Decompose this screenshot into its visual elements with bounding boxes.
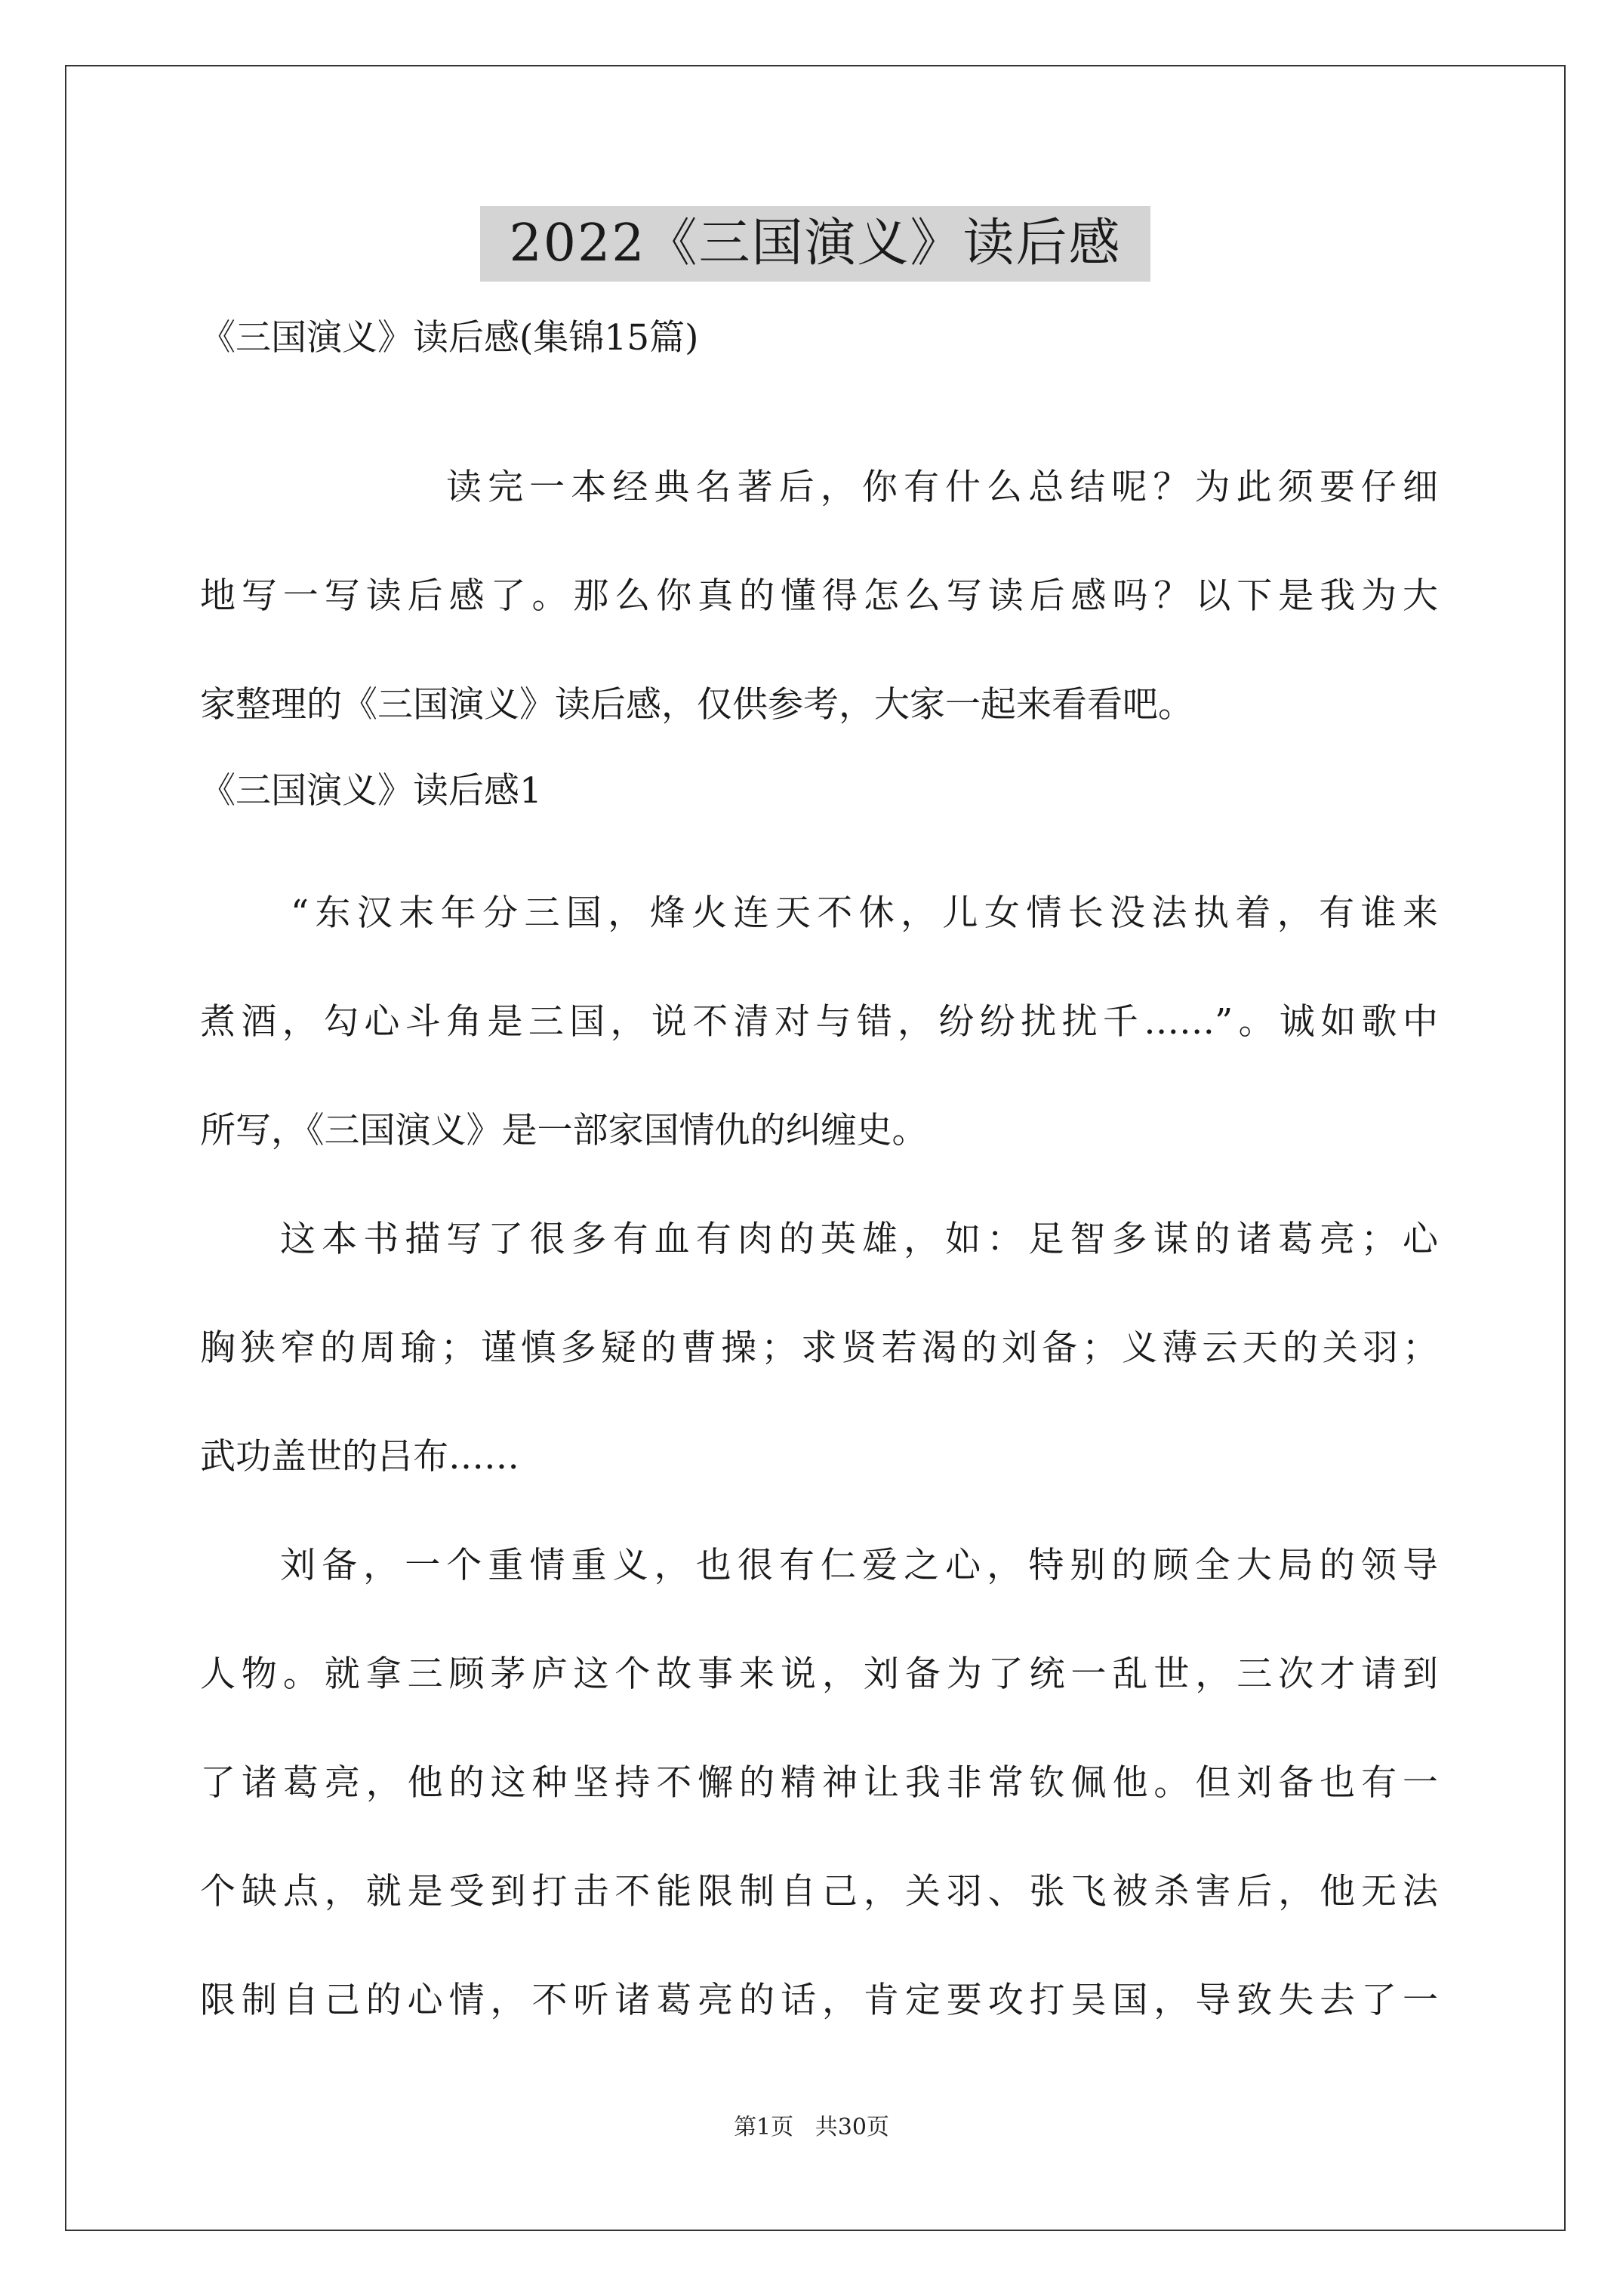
paragraph-line: 人物。就拿三顾茅庐这个故事来说，刘备为了统一乱世，三次才请到 xyxy=(200,1653,1438,1695)
paragraph-line: 所写，《三国演义》是一部家国情仇的纠缠史。 xyxy=(200,1110,928,1151)
paragraph-line: 这本书描写了很多有血有肉的英雄，如：足智多谋的诸葛亮；心 xyxy=(280,1219,1438,1260)
document-subtitle: 《三国演义》读后感(集锦15篇) xyxy=(200,317,699,359)
paragraph-line: 煮酒，勾心斗角是三国，说不清对与错，纷纷扰扰千……”。诚如歌中 xyxy=(200,1001,1438,1043)
paragraph-line: 个缺点，就是受到打击不能限制自己，关羽、张飞被杀害后，他无法 xyxy=(200,1871,1438,1912)
page-number: 第1页 共30页 xyxy=(734,2114,889,2140)
paragraph-line: 胸狭窄的周瑜；谨慎多疑的曹操；求贤若渴的刘备；义薄云天的关羽； xyxy=(200,1327,1438,1369)
document-title: 2022《三国演义》读后感 xyxy=(480,206,1150,282)
paragraph-line: 读完一本经典名著后，你有什么总结呢？为此须要仔细 xyxy=(446,467,1438,508)
section-heading: 《三国演义》读后感1 xyxy=(200,770,542,812)
paragraph-line: 刘备，一个重情重义，也很有仁爱之心，特别的顾全大局的领导 xyxy=(280,1545,1438,1586)
paragraph-line: 家整理的《三国演义》读后感，仅供参考，大家一起来看看吧。 xyxy=(200,684,1193,726)
paragraph-line: 武功盖世的吕布…… xyxy=(200,1436,519,1478)
paragraph-line: “东汉末年分三国，烽火连天不休，儿女情长没法执着，有谁来 xyxy=(291,892,1438,934)
paragraph-line: 了诸葛亮，他的这种坚持不懈的精神让我非常钦佩他。但刘备也有一 xyxy=(200,1762,1438,1804)
paragraph-line: 限制自己的心情，不听诸葛亮的话，肯定要攻打吴国，导致失去了一 xyxy=(200,1980,1438,2021)
paragraph-line: 地写一写读后感了。那么你真的懂得怎么写读后感吗？以下是我为大 xyxy=(200,575,1438,617)
